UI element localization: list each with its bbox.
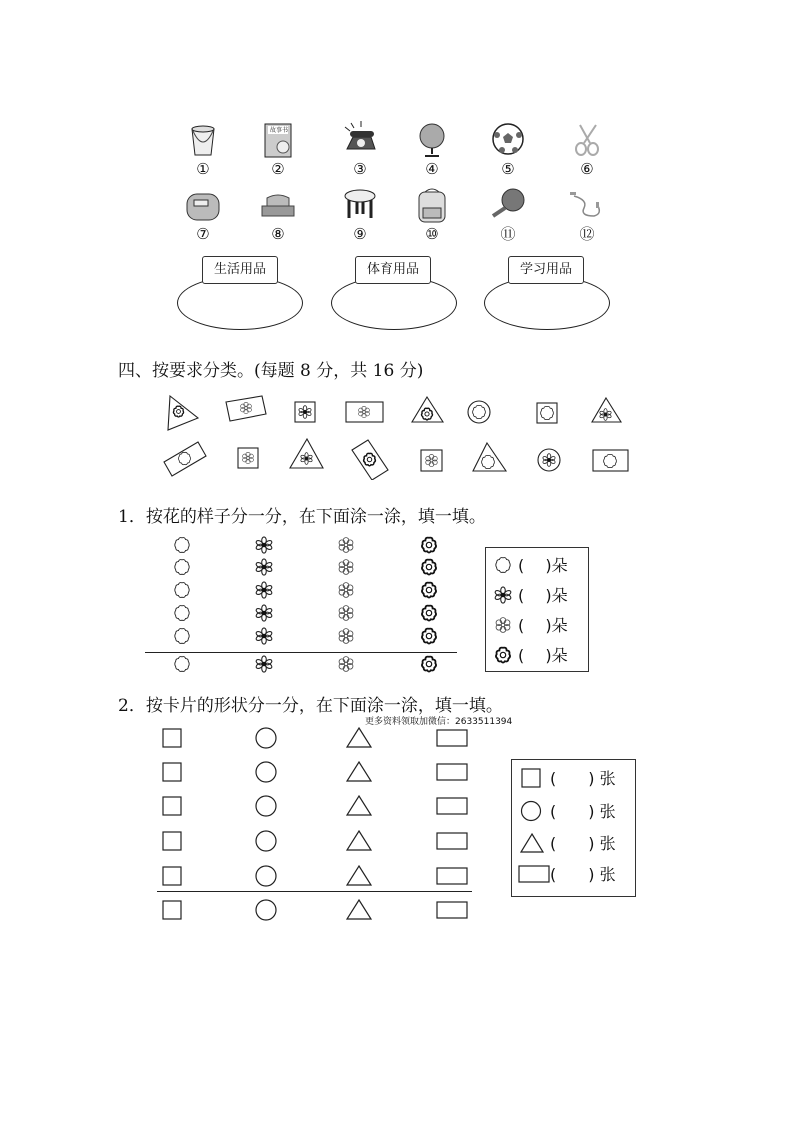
card-rectangle (346, 402, 383, 422)
flower-c-icon[interactable] (337, 604, 355, 622)
square-icon[interactable] (160, 829, 184, 853)
card-triangle (473, 443, 506, 471)
backpack-icon (413, 186, 451, 224)
question-2: 2．按卡片的形状分一分，在下面涂一涂，填一填。 (118, 696, 503, 716)
question-1: 1．按花的样子分一分，在下面涂一涂，填一填。 (118, 507, 486, 527)
flower-c-icon[interactable] (337, 627, 355, 645)
rice-cooker-icon (184, 186, 222, 224)
flower-type-c-icon (494, 616, 512, 634)
card-square (295, 402, 315, 422)
shape-count-box (511, 759, 636, 897)
circle-icon[interactable] (254, 794, 278, 818)
flower-d-icon[interactable] (420, 581, 438, 599)
square-icon[interactable] (160, 898, 184, 922)
card-square (537, 403, 557, 423)
flower-b-icon[interactable] (255, 536, 273, 554)
rectangle-icon (518, 863, 550, 885)
bed-icon (259, 186, 297, 224)
triangle-icon (520, 832, 544, 854)
flower-b-icon[interactable] (255, 655, 273, 673)
card-square (238, 448, 258, 468)
rectangle-icon[interactable] (436, 760, 468, 784)
triangle-icon[interactable] (346, 829, 372, 853)
flower-b-icon[interactable] (255, 627, 273, 645)
circle-icon[interactable] (254, 726, 278, 750)
globe-icon (413, 121, 451, 159)
flower-count-blank[interactable]: ( )朵 (518, 556, 568, 575)
flower-a-icon[interactable] (173, 604, 191, 622)
flower-a-icon[interactable] (173, 581, 191, 599)
triangle-icon[interactable] (346, 898, 372, 922)
flower-a-icon[interactable] (173, 536, 191, 554)
flower-type-b-icon (494, 586, 512, 604)
flower-a-icon[interactable] (173, 655, 191, 673)
triangle-icon[interactable] (346, 760, 372, 784)
section-heading: 四、按要求分类。(每题 8 分，共 16 分) (118, 361, 424, 381)
football-icon (489, 121, 527, 159)
rectangle-icon[interactable] (436, 726, 468, 750)
flower-b-icon[interactable] (255, 581, 273, 599)
item-number: ⑤ (501, 160, 515, 178)
square-icon[interactable] (160, 726, 184, 750)
flower-d-icon[interactable] (420, 604, 438, 622)
card-circle (538, 449, 560, 471)
flower-a-icon[interactable] (173, 627, 191, 645)
picture-item (173, 121, 233, 177)
flower-type-a-icon (494, 556, 512, 574)
picture-item (330, 121, 390, 177)
stool-icon (341, 186, 379, 224)
picture-item (478, 186, 538, 242)
flower-c-icon[interactable] (337, 536, 355, 554)
card-triangle (168, 396, 198, 430)
watermark-text: 更多资料领取加微信：2633511394 (365, 717, 513, 727)
picture-item (402, 186, 462, 242)
item-number: ⑫ (579, 225, 595, 243)
divider-line (145, 652, 457, 653)
flower-c-icon[interactable] (337, 558, 355, 576)
shape-count-blank[interactable]: ( ) 张 (550, 865, 616, 884)
circle-icon[interactable] (254, 898, 278, 922)
item-number: ⑨ (353, 225, 367, 243)
square-icon (520, 767, 542, 789)
category-label: 生活用品 (202, 256, 278, 284)
item-number: ③ (353, 160, 367, 178)
flower-d-icon[interactable] (420, 627, 438, 645)
category-label: 学习用品 (508, 256, 584, 284)
picture-item (330, 186, 390, 242)
square-icon[interactable] (160, 794, 184, 818)
picture-item (557, 121, 617, 177)
category-ellipse[interactable] (331, 276, 457, 330)
item-number: ① (196, 160, 210, 178)
picture-item (173, 186, 233, 242)
rectangle-icon[interactable] (436, 794, 468, 818)
flower-b-icon[interactable] (255, 604, 273, 622)
card-triangle (592, 398, 621, 422)
item-number: ⑥ (580, 160, 594, 178)
item-number: ⑪ (500, 225, 516, 243)
flower-count-blank[interactable]: ( )朵 (518, 616, 568, 635)
item-number: ② (271, 160, 285, 178)
square-icon[interactable] (160, 760, 184, 784)
circle-icon[interactable] (254, 760, 278, 784)
card-square (421, 450, 442, 471)
divider-line (157, 891, 472, 892)
flower-count-blank[interactable]: ( )朵 (518, 646, 568, 665)
flower-type-d-icon (494, 646, 512, 664)
rectangle-icon[interactable] (436, 898, 468, 922)
flower-d-icon[interactable] (420, 558, 438, 576)
card-rectangle (593, 450, 628, 471)
shape-count-blank[interactable]: ( ) 张 (550, 769, 616, 788)
triangle-icon[interactable] (346, 794, 372, 818)
flower-b-icon[interactable] (255, 558, 273, 576)
jump-rope-icon (568, 186, 606, 224)
category-ellipse[interactable] (484, 276, 610, 330)
telephone-icon (341, 121, 379, 159)
picture-item (248, 186, 308, 242)
card-rectangle (164, 442, 206, 476)
item-number: ⑧ (271, 225, 285, 243)
flower-c-icon[interactable] (337, 581, 355, 599)
book-title: 故事书 (269, 127, 288, 134)
picture-item (402, 121, 462, 177)
flower-count-box (485, 547, 589, 672)
triangle-icon[interactable] (346, 864, 372, 888)
card-rectangle (352, 440, 388, 480)
circle-icon[interactable] (254, 829, 278, 853)
rectangle-icon[interactable] (436, 829, 468, 853)
picture-item (557, 186, 617, 242)
category-ellipse[interactable] (177, 276, 303, 330)
triangle-icon[interactable] (346, 726, 372, 750)
flower-count-blank[interactable]: ( )朵 (518, 586, 568, 605)
ping-pong-paddle-icon (489, 186, 527, 224)
card-rectangle (226, 396, 266, 421)
scissors-icon (568, 121, 606, 159)
card-triangle (290, 439, 323, 468)
category-label: 体育用品 (355, 256, 431, 284)
item-number: ④ (425, 160, 439, 178)
card-circle (468, 401, 490, 423)
bucket-icon (184, 121, 222, 159)
flower-d-icon[interactable] (420, 655, 438, 673)
shape-count-blank[interactable]: ( ) 张 (550, 834, 616, 853)
picture-item (248, 121, 308, 177)
flower-cards (150, 390, 640, 480)
square-icon[interactable] (160, 864, 184, 888)
circle-icon (520, 800, 542, 822)
item-number: ⑦ (196, 225, 210, 243)
flower-d-icon[interactable] (420, 536, 438, 554)
card-triangle (412, 397, 443, 422)
shape-count-blank[interactable]: ( ) 张 (550, 802, 616, 821)
circle-icon[interactable] (254, 864, 278, 888)
rectangle-icon[interactable] (436, 864, 468, 888)
flower-c-icon[interactable] (337, 655, 355, 673)
picture-item (478, 121, 538, 177)
item-number: ⑩ (425, 225, 439, 243)
flower-a-icon[interactable] (173, 558, 191, 576)
